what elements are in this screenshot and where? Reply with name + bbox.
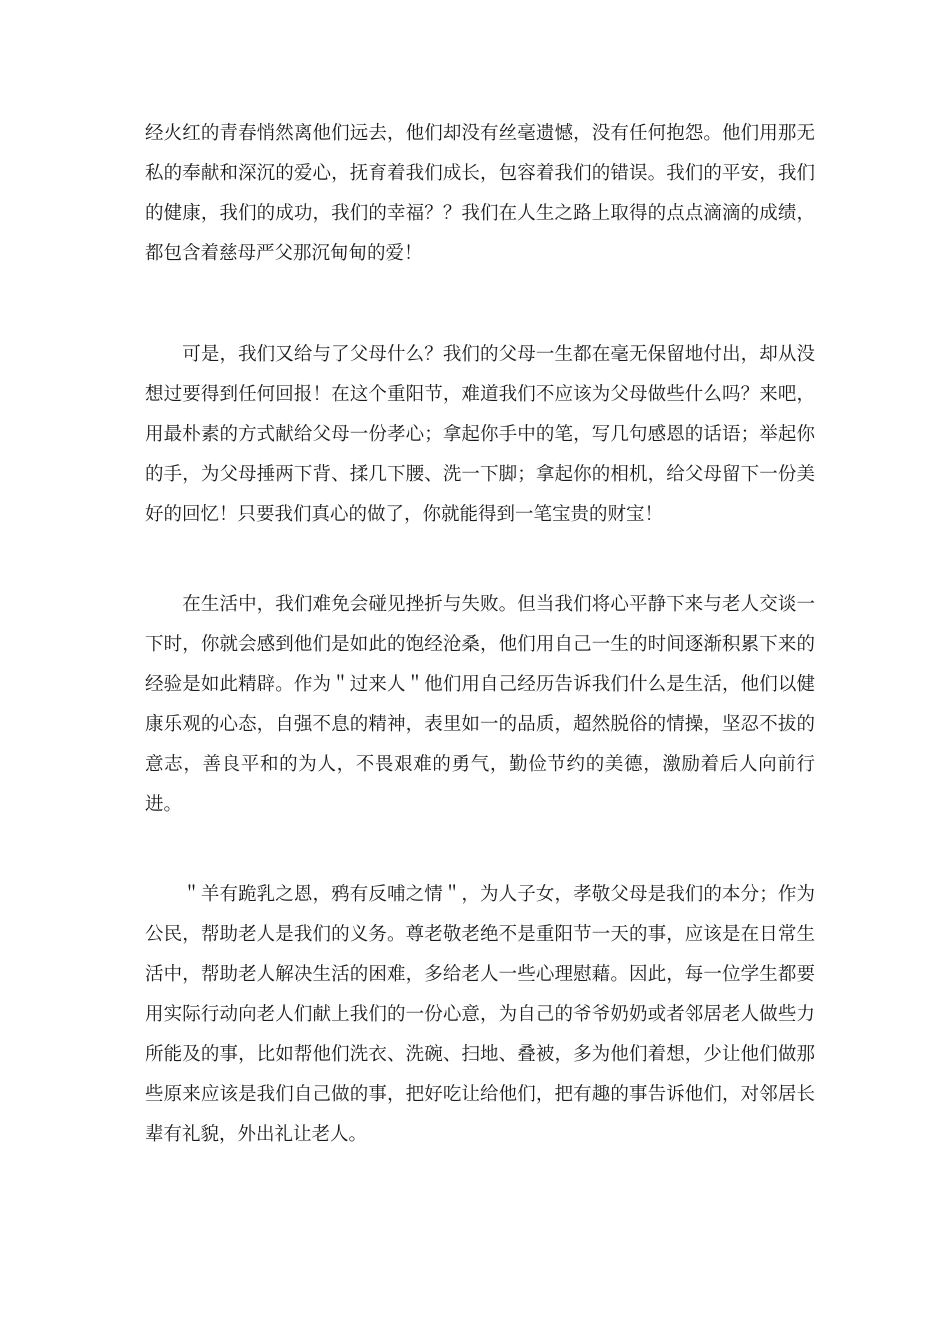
paragraph-4: ＂羊有跪乳之恩，鸦有反哺之情＂，为人子女，孝敬父母是我们的本分；作为公民，帮助老人是我们的义务。尊老敬老绝不是重阳节一天的事，应该是在日常生活中，帮助老人解决生活的困难，多给老人一些心理慰藉。因此，每一位学生都要用实际行动向老人们献上我们的一份心意，为自己的爷爷奶奶或者邻居老人做些力所能及的事，比如帮他们洗衣、洗碗、扫地、叠被，多为他们着想，少让他们做那些原来应该是我们自己做的事，把好吃让给他们，把有趣的事告诉他们，对邻居长辈有礼貌，外出礼让老人。 [145, 884, 815, 1145]
paragraph-1: 经火红的青春悄然离他们远去，他们却没有丝毫遗憾，没有任何抱怨。他们用那无私的奉献和深沉的爱心，抚育着我们成长，包容着我们的错误。我们的平安，我们的健康，我们的成功，我们的幸福？？我们在人生之路上取得的点点滴滴的成绩，都包含着慈母严父那沉甸甸的爱！ [145, 123, 815, 264]
paragraph-3: 在生活中，我们难免会碰见挫折与失败。但当我们将心平静下来与老人交谈一下时，你就会感到他们是如此的饱经沧桑，他们用自己一生的时间逐渐积累下来的经验是如此精辟。作为＂过来人＂他们用自己经历告诉我们什么是生活，他们以健康乐观的心态，自强不息的精神，表里如一的品质，超然脱俗的情操，坚忍不拔的意志，善良平和的为人，不畏艰难的勇气，勤俭节约的美德，激励着后人向前行进。 [145, 594, 815, 815]
paragraph-2: 可是，我们又给与了父母什么？我们的父母一生都在毫无保留地付出，却从没想过要得到任何回报！在这个重阳节，难道我们不应该为父母做些什么吗？来吧，用最朴素的方式献给父母一份孝心；拿起你手中的笔，写几句感恩的话语；举起你的手，为父母捶两下背、揉几下腰、洗一下脚；拿起你的相机，给父母留下一份美好的回忆！只要我们真心的做了，你就能得到一笔宝贵的财宝！ [145, 344, 815, 525]
